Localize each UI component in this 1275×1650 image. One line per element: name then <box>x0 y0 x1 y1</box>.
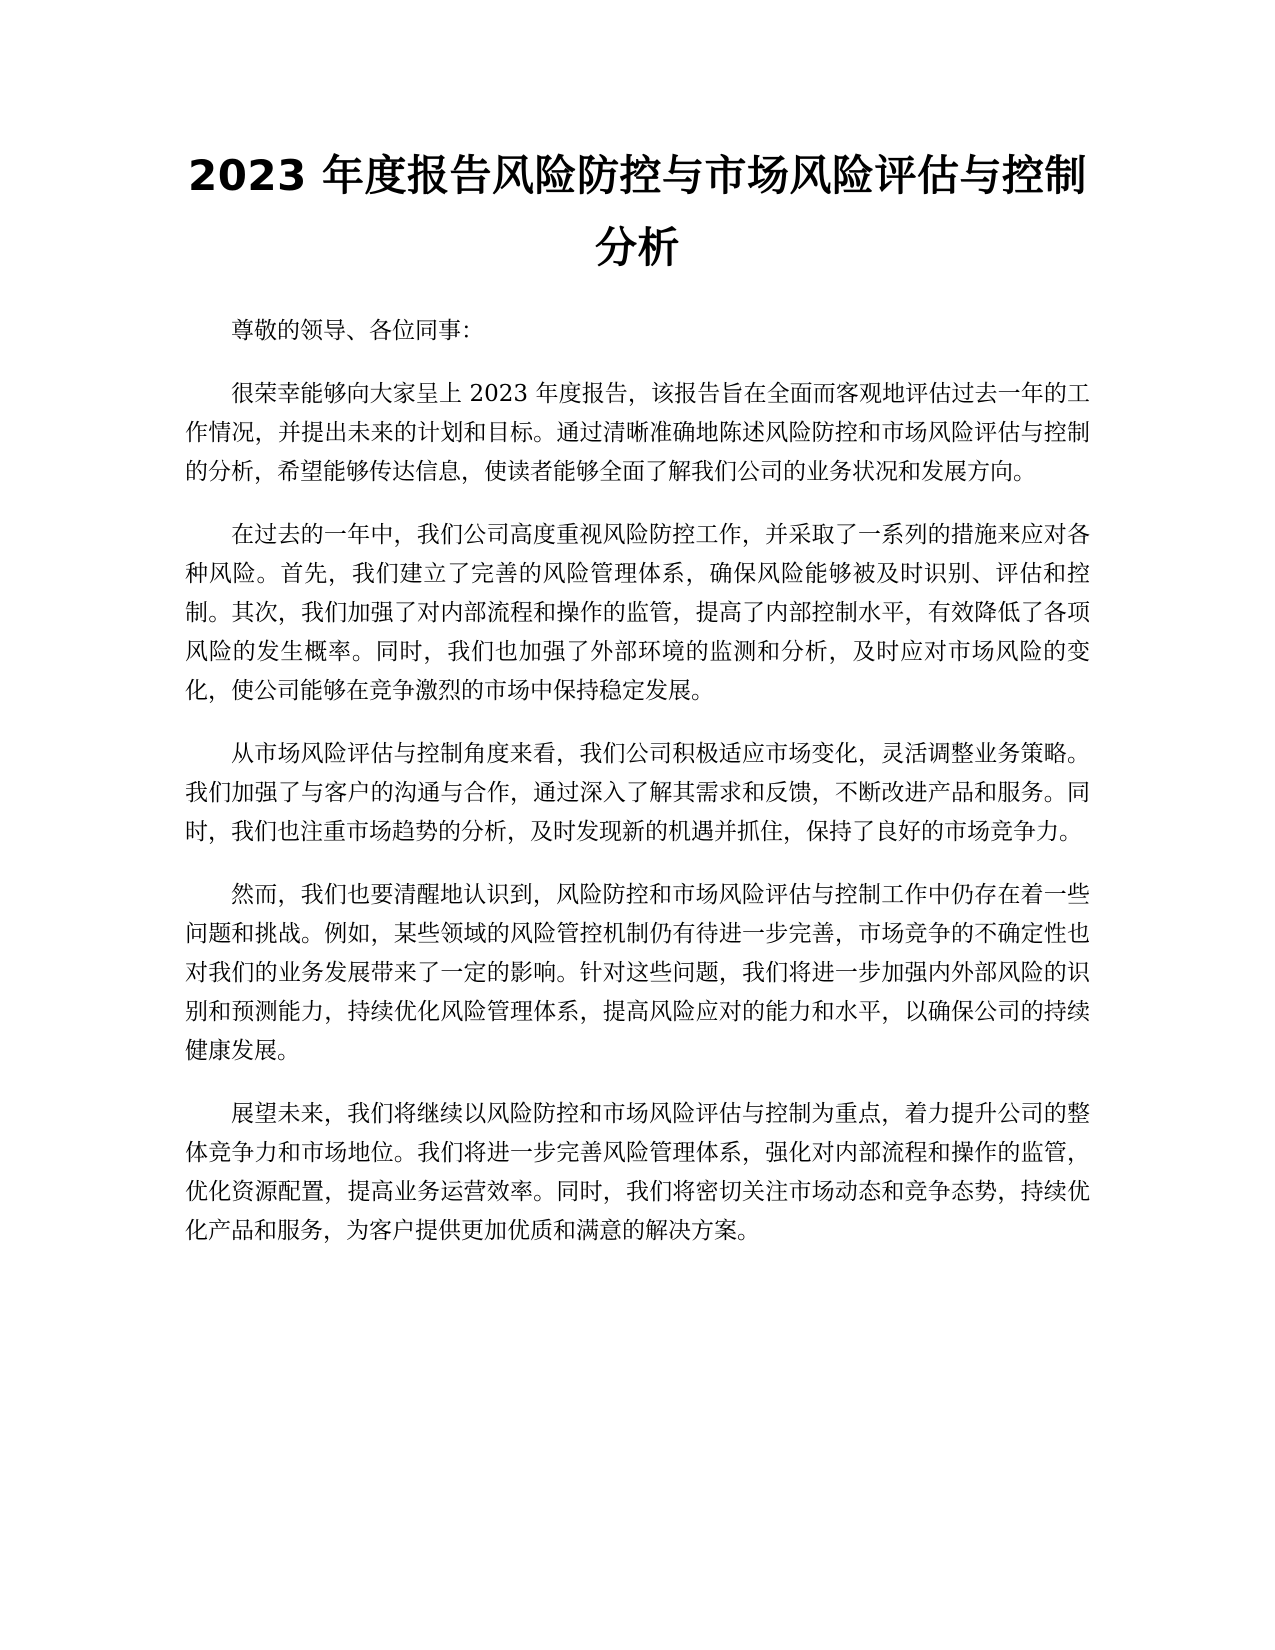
paragraph-outlook: 展望未来，我们将继续以风险防控和市场风险评估与控制为重点，着力提升公司的整体竞争力和市场地位。我们将进一步完善风险管理体系，强化对内部流程和操作的监管，优化资源配置，提高业务运营效率。同时，我们将密切关注市场动态和竞争态势，持续优化产品和服务，为客户提供更加优质和满意的解决方案。 <box>185 1101 1090 1244</box>
paragraph-market-risk: 从市场风险评估与控制角度来看，我们公司积极适应市场变化，灵活调整业务策略。我们加强了与客户的沟通与合作，通过深入了解其需求和反馈，不断改进产品和服务。同时，我们也注重市场趋势的分析，及时发现新的机遇并抓住，保持了良好的市场竞争力。 <box>185 741 1090 845</box>
document-title: 2023 年度报告风险防控与市场风险评估与控制分析 <box>187 151 1088 272</box>
paragraph-challenges: 然而，我们也要清醒地认识到，风险防控和市场风险评估与控制工作中仍存在着一些问题和挑战。例如，某些领域的风险管控机制仍有待进一步完善，市场竞争的不确定性也对我们的业务发展带来了一定的影响。针对这些问题，我们将进一步加强内外部风险的识别和预测能力，持续优化风险管理体系，提高风险应对的能力和水平，以确保公司的持续健康发展。 <box>185 882 1090 1064</box>
paragraph-risk-control: 在过去的一年中，我们公司高度重视风险防控工作，并采取了一系列的措施来应对各种风险。首先，我们建立了完善的风险管理体系，确保风险能够被及时识别、评估和控制。其次，我们加强了对内部流程和操作的监管，提高了内部控制水平，有效降低了各项风险的发生概率。同时，我们也加强了外部环境的监测和分析，及时应对市场风险的变化，使公司能够在竞争激烈的市场中保持稳定发展。 <box>185 522 1090 704</box>
document-body <box>185 312 1090 1275</box>
salutation: 尊敬的领导、各位同事： <box>231 318 484 344</box>
paragraph-intro: 很荣幸能够向大家呈上 2023 年度报告，该报告旨在全面而客观地评估过去一年的工作情况，并提出未来的计划和目标。通过清晰准确地陈述风险防控和市场风险评估与控制的分析，希望能够传达信息，使读者能够全面了解我们公司的业务状况和发展方向。 <box>185 381 1090 485</box>
